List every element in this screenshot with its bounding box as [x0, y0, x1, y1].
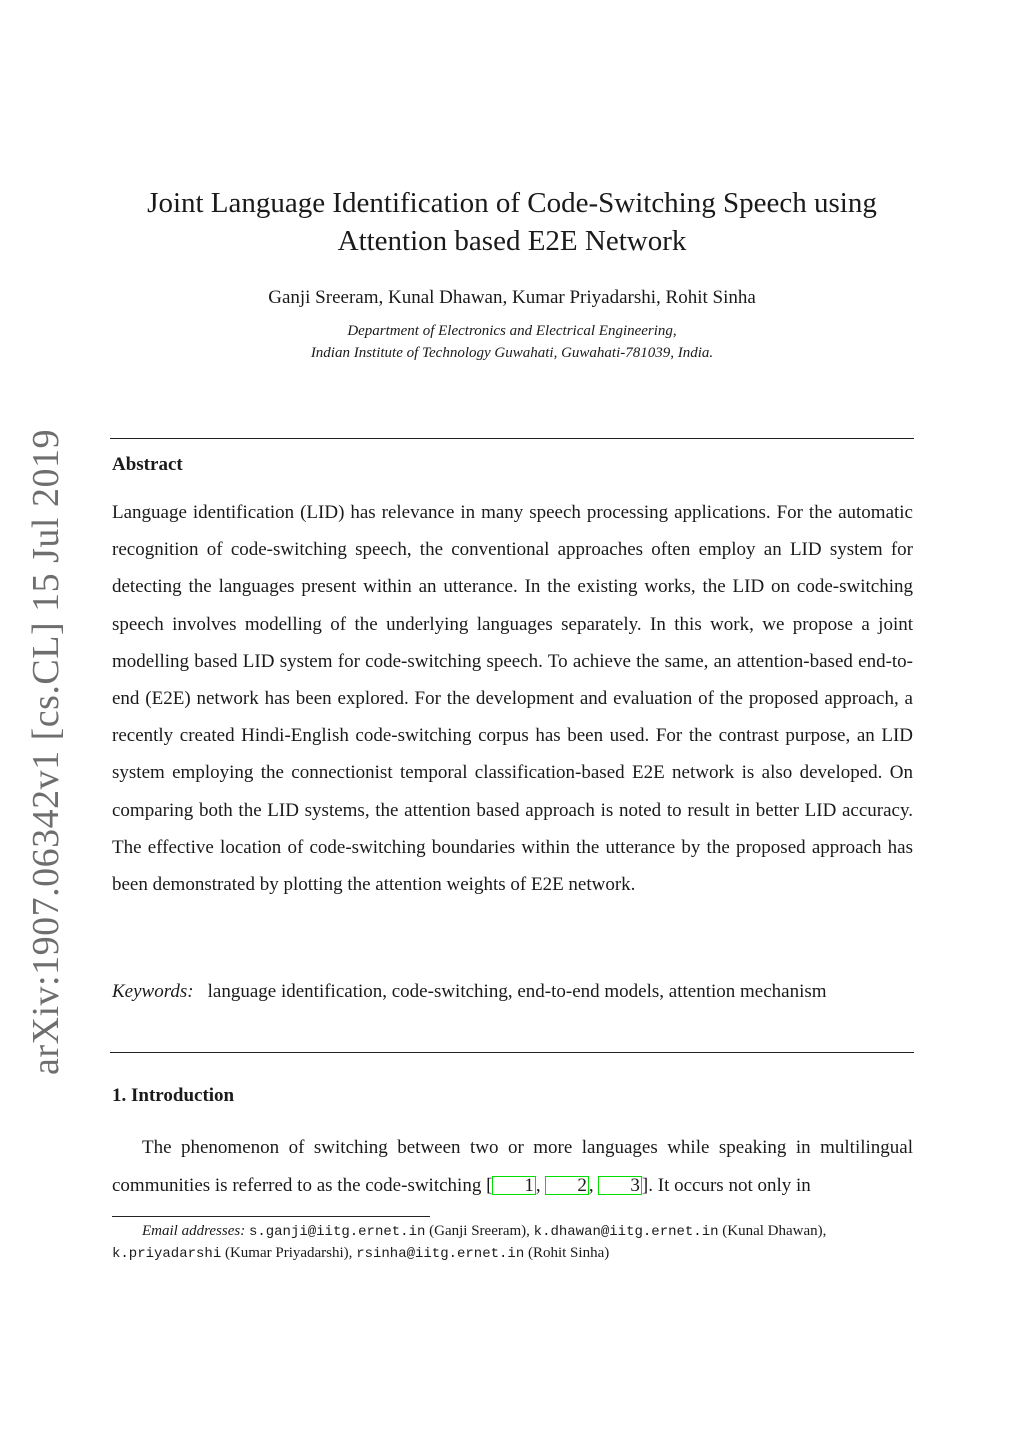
- author-name-dhawan: (Kunal Dhawan),: [718, 1223, 827, 1239]
- introduction-paragraph: [112, 1129, 913, 1205]
- author-list: Ganji Sreeram, Kunal Dhawan, Kumar Priyadarshi, Rohit Sinha: [268, 287, 756, 308]
- citation-link-3[interactable]: 3: [598, 1176, 642, 1195]
- email-sinha: rsinha@iitg.ernet.in: [356, 1246, 525, 1262]
- intro-text-start: The phenomenon of switching between two or more languages while speaking in multilingual communities is referred to as the code-switching [: [112, 1137, 913, 1196]
- intro-text-end: ]. It occurs not only in: [641, 1175, 811, 1196]
- abstract-heading: Abstract: [112, 454, 183, 475]
- affiliation-line-2: Indian Institute of Technology Guwahati, Guwahati-781039, India.: [310, 345, 714, 361]
- arxiv-identifier-stamp: arXiv:1907.06342v1 [cs.CL] 15 Jul 2019: [25, 429, 67, 1075]
- title-line-2: Attention based E2E Network: [337, 225, 687, 257]
- citation-link-2[interactable]: 2: [545, 1176, 589, 1195]
- citation-separator: ,: [535, 1175, 546, 1196]
- abstract-top-rule: [110, 438, 914, 439]
- email-sreeram: s.ganji@iitg.ernet.in: [248, 1224, 426, 1240]
- author-name-sreeram: (Ganji Sreeram),: [425, 1223, 534, 1239]
- abstract-bottom-rule: [110, 1052, 914, 1053]
- footnote-label: Email addresses:: [142, 1223, 246, 1239]
- email-priyadarshi: k.priyadarshi: [112, 1246, 222, 1262]
- keywords: [112, 973, 832, 1010]
- affiliation: [110, 320, 914, 364]
- affiliation-line-1: Department of Electronics and Electrical Engineering,: [347, 323, 677, 339]
- author-name-sinha: (Rohit Sinha): [524, 1245, 610, 1261]
- email-footnote: [112, 1221, 913, 1265]
- author-name-priyadarshi: (Kumar Priyadarshi),: [221, 1245, 357, 1261]
- email-dhawan: k.dhawan@iitg.ernet.in: [533, 1224, 719, 1240]
- citation-link-1[interactable]: 1: [492, 1176, 536, 1195]
- keywords-label: Keywords:: [112, 981, 194, 1002]
- abstract-body: Language identification (LID) has relevance in many speech processing applications. For the automatic recognition of code-switching speech, the conventional approaches often employ an LID system for detecting the languages present within an utterance. In the existing works, the LID on code-switching speech involves modelling of the underlying languages separately. In this work, we propose a joint modelling based LID system for code-switching speech. To achieve the same, an attention-based end-to-end (E2E) network has been explored. For the development and evaluation of the proposed approach, a recently created Hindi-English code-switching corpus has been used. For the contrast purpose, an LID system employing the connectionist temporal classification-based E2E network is also developed. On comparing both the LID systems, the attention based approach is noted to result in better LID accuracy. The effective location of code-switching boundaries within the utterance by the proposed approach has been demonstrated by plotting the attention weights of E2E network.: [112, 502, 913, 896]
- title-line-1: Joint Language Identification of Code-Switching Speech using: [147, 187, 877, 219]
- paper-title: [110, 184, 914, 260]
- keywords-list: language identification, code-switching, end-to-end models, attention mechanism: [207, 981, 827, 1002]
- footnote-rule: [112, 1216, 430, 1217]
- citation-separator: ,: [588, 1175, 599, 1196]
- section-heading-introduction: 1. Introduction: [112, 1085, 235, 1106]
